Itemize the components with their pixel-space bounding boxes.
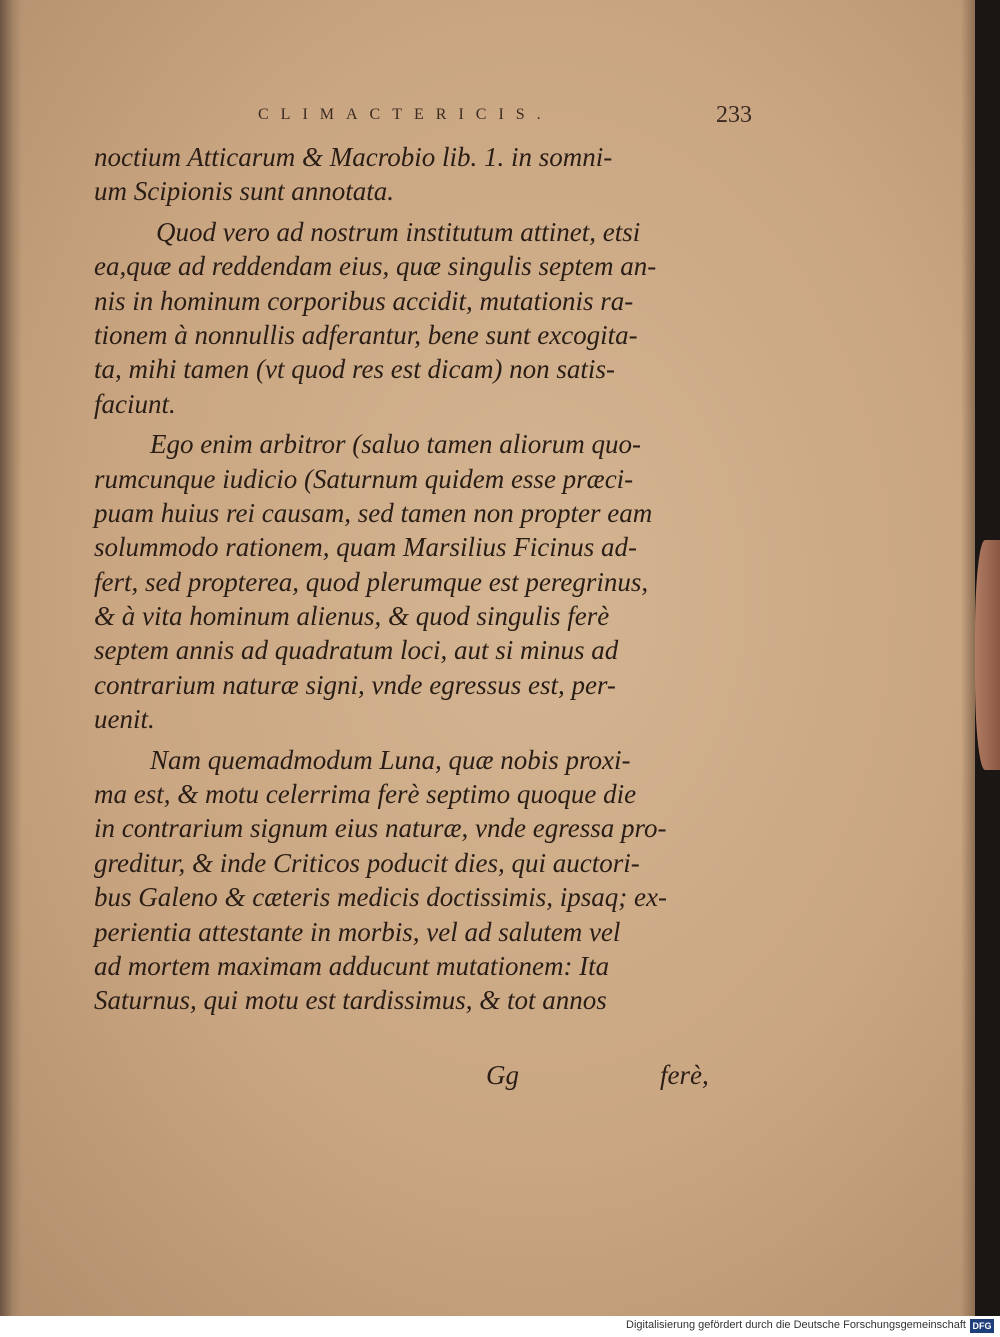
text-line: tionem à nonnullis adferantur, bene sunt excogita-	[94, 319, 638, 350]
text-line: rumcunque iudicio (Saturnum quidem esse præci-	[94, 463, 634, 494]
catchword: ferè,	[660, 1060, 709, 1090]
page-number: 233	[716, 102, 752, 128]
text-line: ma est, & motu celerrima ferè septimo quoque die	[94, 779, 637, 810]
page-edge-shadow	[961, 0, 975, 1316]
dfg-logo: DFG	[970, 1319, 994, 1333]
text-line: & à vita hominum alienus, & quod singulis ferè	[94, 601, 610, 632]
paragraph-start-line: Ego enim arbitror (saluo tamen aliorum quo-	[150, 429, 641, 460]
running-title: CLIMACTERICIS.	[258, 106, 553, 123]
text-line: ea,quæ ad reddendam eius, quæ singulis septem an-	[94, 251, 657, 282]
funding-credit: Digitalisierung gefördert durch die Deutsche Forschungsgemeinschaft	[626, 1319, 966, 1331]
paragraph-start-line: Nam quemadmodum Luna, quæ nobis proxi-	[150, 744, 631, 775]
text-line: perientia attestante in morbis, vel ad salutem vel	[94, 916, 621, 947]
paragraph-start-line: Quod vero ad nostrum institutum attinet, etsi	[156, 216, 641, 247]
text-body	[94, 140, 774, 1018]
text-line: solummodo rationem, quam Marsilius Ficinus ad-	[94, 532, 637, 563]
scanner-thumb	[975, 540, 1000, 770]
text-line: fert, sed propterea, quod plerumque est peregrinus,	[94, 566, 649, 597]
text-line: greditur, & inde Criticos poducit dies, qui auctori-	[94, 847, 640, 878]
text-line: faciunt.	[94, 388, 176, 419]
text-line: contrarium naturæ signi, vnde egressus est, per-	[94, 669, 616, 700]
text-line: um Scipionis sunt annotata.	[94, 176, 395, 207]
text-line: in contrarium signum eius naturæ, vnde egressa pro-	[94, 813, 667, 844]
text-line: septem annis ad quadratum loci, aut si minus ad	[94, 635, 619, 666]
text-line: ta, mihi tamen (vt quod res est dicam) non satis-	[94, 354, 615, 385]
text-line: ad mortem maximam adducunt mutationem: Ita	[94, 950, 610, 981]
text-line: puam huius rei causam, sed tamen non propter eam	[94, 497, 653, 528]
page-binding-shadow	[0, 0, 22, 1316]
footer-bar	[0, 1316, 1000, 1337]
text-line: uenit.	[94, 704, 155, 735]
signature-mark: Gg	[486, 1060, 519, 1090]
text-line: noctium Atticarum & Macrobio lib. 1. in somni-	[94, 142, 613, 172]
text-line: bus Galeno & cæteris medicis doctissimis, ipsaq; ex-	[94, 882, 667, 913]
text-line: Saturnus, qui motu est tardissimus, & tot annos	[94, 985, 607, 1016]
text-line: nis in hominum corporibus accidit, mutationis ra-	[94, 285, 634, 316]
